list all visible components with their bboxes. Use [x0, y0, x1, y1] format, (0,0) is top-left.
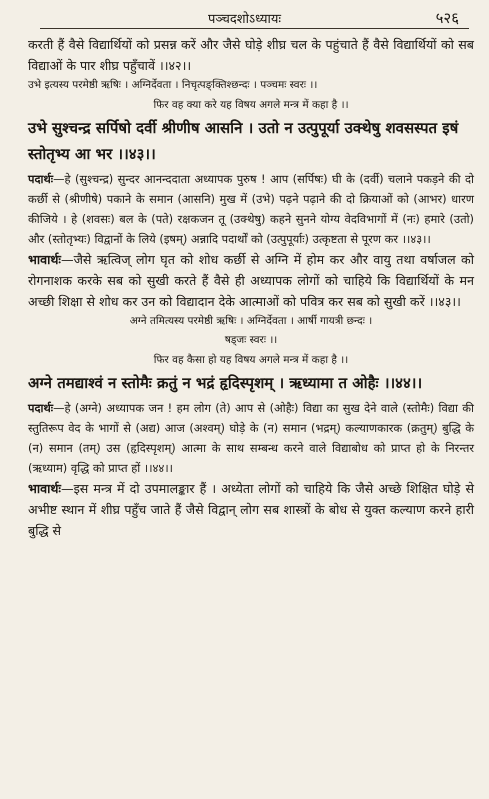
gist-text: —जैसे ऋत्विज् लोग घृत को शोध कर्छी से अग्नि में होम कर और वायु तथा वर्षाजल को रोगनाशक करके सब को सुखी करते हैं वैसे ही अध्यापक लोगों को चाहिये कि विद्यार्थियों के मन अच्छी शिक्षा से शोध कर उन को विद्यादान देके आत्माओं को पवित्र कर सब को सुखी करें ।।४३।।	[28, 252, 474, 309]
gist-label: भावार्थः	[28, 481, 61, 496]
running-header	[0, 6, 489, 28]
mantra-text: अग्ने तमद्याश्वं न स्तोमैः क्रतुं न भद्रं हृदिस्पृशम् । ऋध्यामा त ओहैः ।।४४।।	[28, 374, 423, 392]
page-body	[28, 34, 474, 541]
continued-paragraph: करती हैं वैसे विद्यार्थियों को प्रसन्न करें और जैसे घोड़े शीघ्र चल के पहुंचाते हैं वैसे विद्यार्थियों को सब विद्याओं के पार शीघ्र पहुँचावें ।।४२।।	[28, 37, 474, 73]
gist-paragraph	[28, 249, 474, 312]
word-meaning-paragraph	[28, 169, 474, 249]
gist-text: —इस मन्त्र में दो उपमालङ्कार हैं । अध्येता लोगों को चाहिये कि जैसे अच्छे शिक्षित घोड़े से अभीष्ट स्थान में शीघ्र पहुँच जाते हैं जैसे विद्वान् लोग सब शास्त्रों के बोध से युक्त कल्याण करने हारी बुद्धि से	[28, 481, 474, 538]
word-meaning-text: —हे (अग्ने) अध्यापक जन ! हम लोग (ते) आप से (ओहैः) विद्या का सुख देने वाले (स्तोमैः) विद्या की स्तुतिरूप वेद के भागों से (अद्य) आज (अश्वम्) घोड़े के (न) समान (भद्रम्) कल्याणकारक (क्रतुम्) बुद्धि के (न) समान (तम्) उस (हृदिस्पृशम्) आत्मा के साथ सम्बन्ध करने वाले विद्याबोध को प्राप्त हो के निरन्तर (ऋध्याम) वृद्धि को प्राप्त हों ।।४४।।	[28, 401, 474, 475]
mantra-intro: फिर वह कैसा हो यह विषय अगले मन्त्र में कहा है ।।	[153, 354, 349, 366]
mantra-intro: फिर वह क्या करे यह विषय अगले मन्त्र में कहा है ।।	[153, 99, 349, 111]
word-meaning-label: पदार्थः	[28, 401, 54, 415]
page-number: ५२६	[435, 9, 459, 27]
gist-label: भावार्थः	[28, 252, 61, 267]
mantra-text: उभे सुश्चन्द्र सर्पिषो दर्वी श्रीणीष आसनि । उतो न उत्पुपूर्या उक्थेषु शवसस्पत इषं स्तोतृभ्य आ भर ।।४३।।	[28, 119, 459, 163]
word-meaning-paragraph	[28, 398, 474, 478]
mantra-attribution: उभे इत्यस्य परमेष्ठी ऋषिः । अग्निर्देवता । निचृत्पङ्क्तिश्छन्दः । पञ्चमः स्वरः ।।	[28, 79, 318, 91]
word-meaning-label: पदार्थः	[28, 172, 54, 186]
gist-paragraph	[28, 478, 474, 541]
mantra-attribution: अग्ने तमित्यस्य परमेष्ठी ऋषिः । अग्निर्देवता । आर्षी गायत्री छन्दः ।	[129, 315, 373, 327]
header-rule	[40, 28, 469, 29]
mantra-svara: षड्जः स्वरः ।।	[224, 334, 278, 346]
chapter-title: पञ्चदशोऽध्यायः	[207, 12, 282, 27]
word-meaning-text: —हे (सुश्चन्द्र) सुन्दर आनन्ददाता अध्यापक पुरुष ! आप (सर्पिषः) घी के (दर्वी) चलाने पकड़ने की दो कर्छी से (श्रीणीषे) पकाने के समान (आसनि) मुख में (उभे) पढ़ने पढ़ाने की दो क्रियाओं को (आभर) धारण कीजिये । हे (शवसः) बल के (पते) रक्षकजन तू (उक्थेषु) कहने सुनने योग्य वेदविभागों में (नः) हमारे (उतो) और (स्तोतृभ्यः) विद्वानों के लिये (इषम्) अन्नादि पदार्थों को (उत्पुपूर्याः) उत्कृष्टता से पूरण कर ।।४३।।	[28, 172, 474, 246]
